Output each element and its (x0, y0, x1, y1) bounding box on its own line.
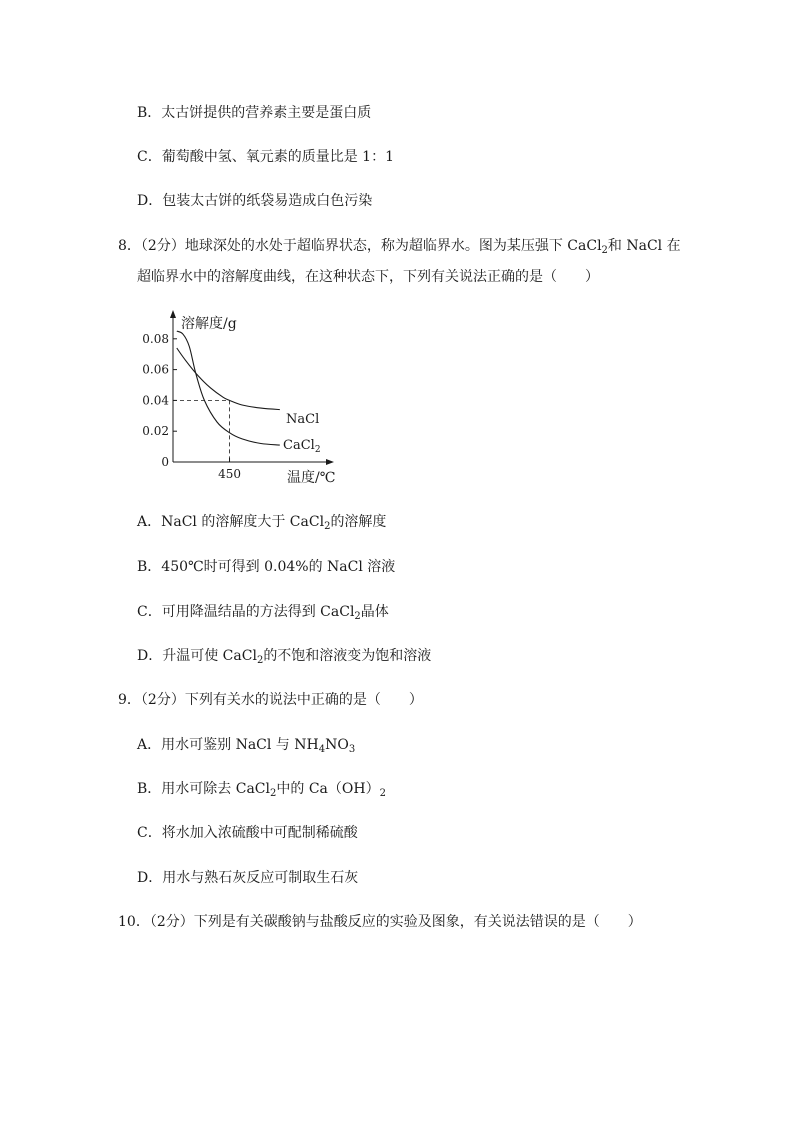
question-9-option-d: D．用水与熟石灰反应可制取生石灰 (137, 870, 359, 886)
y-tick-label: 0.06 (142, 362, 169, 377)
solubility-chart (130, 308, 350, 488)
question-9-stem: 9．（2分）下列有关水的说法中正确的是（ ） (118, 692, 423, 708)
option-c-prev: C．葡萄酸中氢、氧元素的质量比是 1：1 (137, 149, 394, 165)
question-number: 9． (118, 692, 141, 708)
question-number: 10． (118, 914, 150, 930)
y-tick-label: 0.08 (142, 331, 169, 346)
series-label-cacl2: CaCl$_2$ (283, 438, 321, 455)
question-10-stem: 10．（2分）下列是有关碳酸钠与盐酸反应的实验及图象，有关说法错误的是（ ） (118, 914, 642, 930)
question-number: 8． (118, 238, 141, 254)
question-9-option-c: C．将水加入浓硫酸中可配制稀硫酸 (137, 825, 358, 841)
x-tick-label: 450 (218, 467, 241, 481)
question-8-option-d: D．升温可使 CaCl$_2$的不饱和溶液变为饱和溶液 (137, 648, 432, 666)
question-9-option-b: B．用水可除去 CaCl$_2$中的 $Ca(OH)_2$ (137, 781, 386, 799)
question-score: （2分） (149, 914, 194, 930)
question-8-stem-line1: 8．（2分）地球深处的水处于超临界状态，称为超临界水。图为某压强下 CaCl$_2$和 NaCl 在 (118, 238, 681, 256)
x-axis-arrow (326, 459, 334, 465)
series-curve-cacl (177, 331, 280, 445)
question-score: （2分） (140, 238, 185, 254)
y-tick-label: 0.02 (142, 424, 169, 439)
y-axis-label: 溶解度/g (181, 316, 237, 332)
question-9-option-a: A．用水可鉴别 NaCl 与 $NH_4NO_3$ (137, 737, 356, 755)
option-b-prev: B．太古饼提供的营养素主要是蛋白质 (137, 105, 372, 121)
series-label-nacl: NaCl (286, 412, 320, 427)
question-8-option-c: C．可用降温结晶的方法得到 CaCl$_2$晶体 (137, 604, 389, 622)
question-8-option-b: B．450℃时可得到 0.04%的 NaCl 溶液 (137, 559, 396, 575)
question-8-stem-line2: 超临界水中的溶解度曲线，在这种状态下，下列有关说法正确的是（ ） (137, 269, 599, 285)
question-score: （2分） (140, 692, 185, 708)
y-tick-label: 0 (161, 455, 169, 469)
question-8-option-a: A．NaCl 的溶解度大于 CaCl$_2$的溶解度 (137, 514, 387, 532)
y-tick-label: 0.04 (142, 393, 169, 408)
y-axis-arrow (170, 310, 176, 318)
x-axis-label: 温度/℃ (287, 470, 336, 486)
option-d-prev: D．包装太古饼的纸袋易造成白色污染 (137, 193, 373, 209)
